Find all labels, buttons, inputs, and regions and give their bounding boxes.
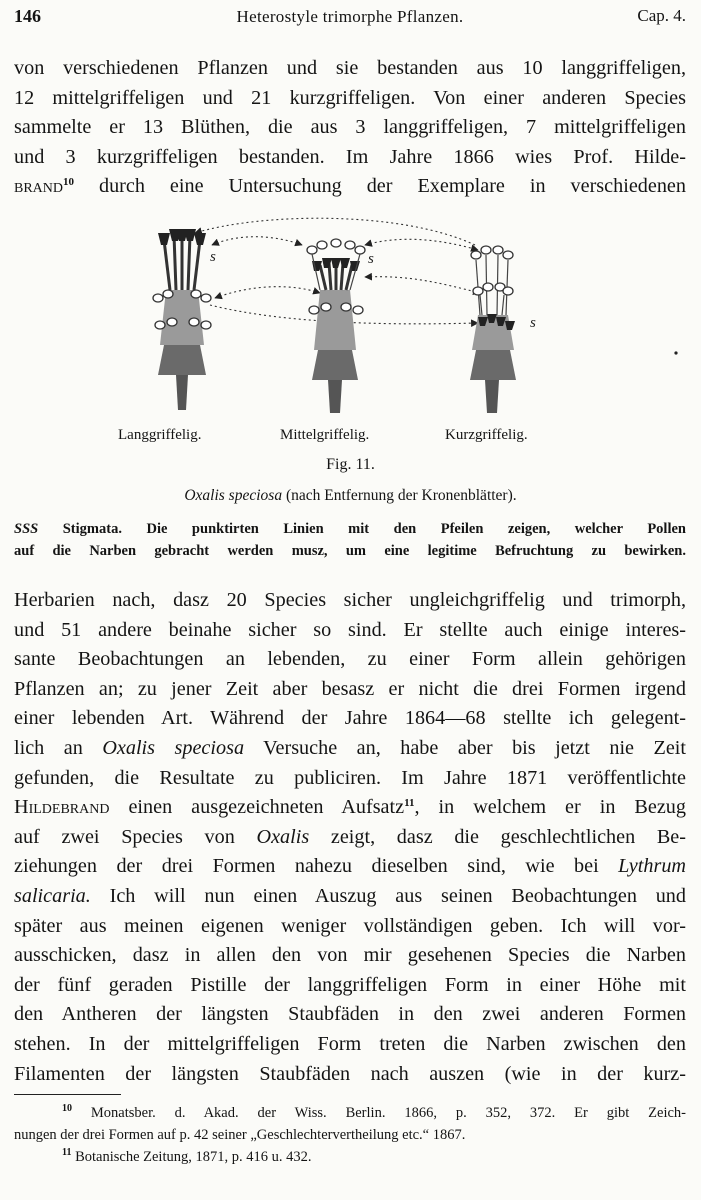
pollen-arrow (365, 277, 480, 293)
footnotes (14, 1102, 686, 1168)
text-line: der fünf geraden Pistille der langgriffeligen Form in einer Höhe mit (14, 973, 686, 996)
text-line (14, 882, 686, 912)
text-line (14, 172, 686, 202)
text-line: einer lebenden Art. Während der Jahre 1864—68 stellte ich gelegent- (14, 707, 686, 730)
paragraph-top (14, 54, 686, 202)
text-line: und 51 andere beinahe sicher so sind. Er stellte auch einige interes- (14, 618, 686, 641)
text-line: den Antheren der längsten Staubfäden in den zwei anderen Formen (14, 1003, 686, 1026)
pollen-arrow (215, 287, 320, 298)
text-segment: und 3 kurzgriffeligen bestanden. Im Jahre 1866 wies Prof. Hilde- (14, 145, 686, 168)
text-line: sammelte er 13 Blüthen, die aus 3 langgriffeligen, 7 mittelgriffeligen (14, 116, 686, 139)
text-segment: , in welchem er in Bezug (414, 796, 686, 819)
stigma-symbols: SSS (14, 521, 39, 537)
species-name: Oxalis speciosa (102, 736, 245, 759)
footnote-rule (14, 1094, 121, 1095)
text-line (14, 734, 686, 764)
flower-short-styled (470, 246, 516, 413)
label-long-styled: Langgriffelig. (118, 427, 202, 443)
text-line (14, 143, 686, 173)
flower-long-styled (153, 229, 211, 410)
footnote-11 (14, 1146, 686, 1168)
figure-explanation (14, 518, 686, 562)
footnote-10 (14, 1102, 686, 1124)
text-line: auf die Narben gebracht werden musz, um eine legitime Befruchtung zu bewirken. (14, 543, 686, 559)
figure-caption (0, 487, 701, 505)
text-line: gefunden, die Resultate zu publiciren. Im Jahre 1871 veröffentlichte (14, 766, 686, 789)
caption-species: Oxalis speciosa (184, 487, 283, 504)
text-line (14, 518, 686, 540)
footnote-text: Botanische Zeitung, 1871, p. 416 u. 432. (75, 1149, 312, 1165)
footnote-10-cont: nungen der drei Formen auf p. 42 seiner „Geschlechtervertheilung etc.“ 1867. (14, 1127, 466, 1143)
text-line: Herbarien nach, dasz 20 Species sicher ungleichgriffelig und trimorph, (14, 589, 686, 611)
text-line: von verschiedenen Pflanzen und sie bestanden aus 10 langgriffeligen, (14, 57, 686, 79)
flower-illustration (0, 205, 701, 420)
species-name: salicaria. (14, 884, 91, 907)
figure-11 (0, 205, 701, 440)
paragraph-main (14, 586, 686, 1089)
footnote-text: Monatsber. d. Akad. der Wiss. Berlin. 1866, p. 352, 372. Er gibt Zeich- (90, 1105, 686, 1121)
text-line (14, 823, 686, 853)
text-line: 12 mittelgriffeligen und 21 kurzgriffeligen. Von einer anderen Species (14, 86, 686, 109)
label-mid-styled: Mittelgriffelig. (280, 427, 370, 443)
text-line: sante Beobachtungen an lebenden, zu einer Form allein gehörigen (14, 648, 686, 671)
text-segment: Versuche an, habe aber bis jetzt nie Zeit (244, 736, 686, 759)
text-segment: zeigt, dasz die geschlechtlichen Be- (309, 825, 686, 848)
running-header (14, 6, 686, 32)
text-line: später aus meinen eigenen weniger vollständigen geben. Ich will vor- (14, 914, 686, 937)
text-segment: einen ausgezeichneten Aufsatz (109, 796, 405, 819)
label-short-styled: Kurzgriffelig. (445, 427, 528, 443)
text-line (14, 793, 686, 823)
footnote-number: 11 (62, 1147, 72, 1158)
stigma-marker: s (368, 251, 374, 267)
flower-mid-styled (307, 239, 365, 413)
author-name: Hildebrand (14, 796, 110, 819)
stigma-marker: s (530, 315, 536, 331)
text-segment: lich an (14, 736, 103, 759)
text-segment: Ich will nun einen Auszug aus seinen Beobachtungen und (90, 884, 686, 907)
footnote-ref: 10 (63, 176, 75, 189)
page-number: 146 (14, 6, 41, 26)
text-segment: Stigmata. Die punktirten Linien mit den Pfeilen zeigen, welcher Pollen (38, 521, 686, 537)
text-line: Filamenten der längsten Staubfäden nach auszen (wie in der kurz- (14, 1062, 686, 1085)
pollen-arrow (365, 239, 478, 250)
footnote-ref: 11 (404, 797, 415, 810)
figure-number: Fig. 11. (326, 456, 375, 473)
footnote-number: 10 (62, 1103, 72, 1114)
caption-text: (nach Entfernung der Kronenblätter). (282, 487, 517, 504)
text-segment: ziehungen der drei Formen nahezu dieselben sind, wie bei (14, 855, 619, 878)
chapter-label: Cap. 4. (637, 6, 686, 25)
text-segment: auf zwei Species von (14, 825, 257, 848)
stigma-marker: s (210, 249, 216, 265)
text-segment: durch eine Untersuchung der Exemplare in verschiedenen (74, 175, 686, 198)
text-line: ausschicken, dasz in allen den von mir gesehenen Species die Narben (14, 944, 686, 967)
text-line (14, 852, 686, 882)
text-line: stehen. In der mittelgriffeligen Form treten die Narben zwischen den (14, 1032, 686, 1055)
species-name: Lythrum (618, 855, 686, 878)
text-line: Pflanzen an; zu jener Zeit aber besasz er nicht die drei Formen irgend (14, 677, 686, 700)
author-name: brand (14, 175, 64, 198)
genus-name: Oxalis (256, 825, 310, 848)
pollen-arrow (212, 237, 302, 245)
running-title: Heterostyle trimorphe Pflanzen. (236, 7, 464, 26)
